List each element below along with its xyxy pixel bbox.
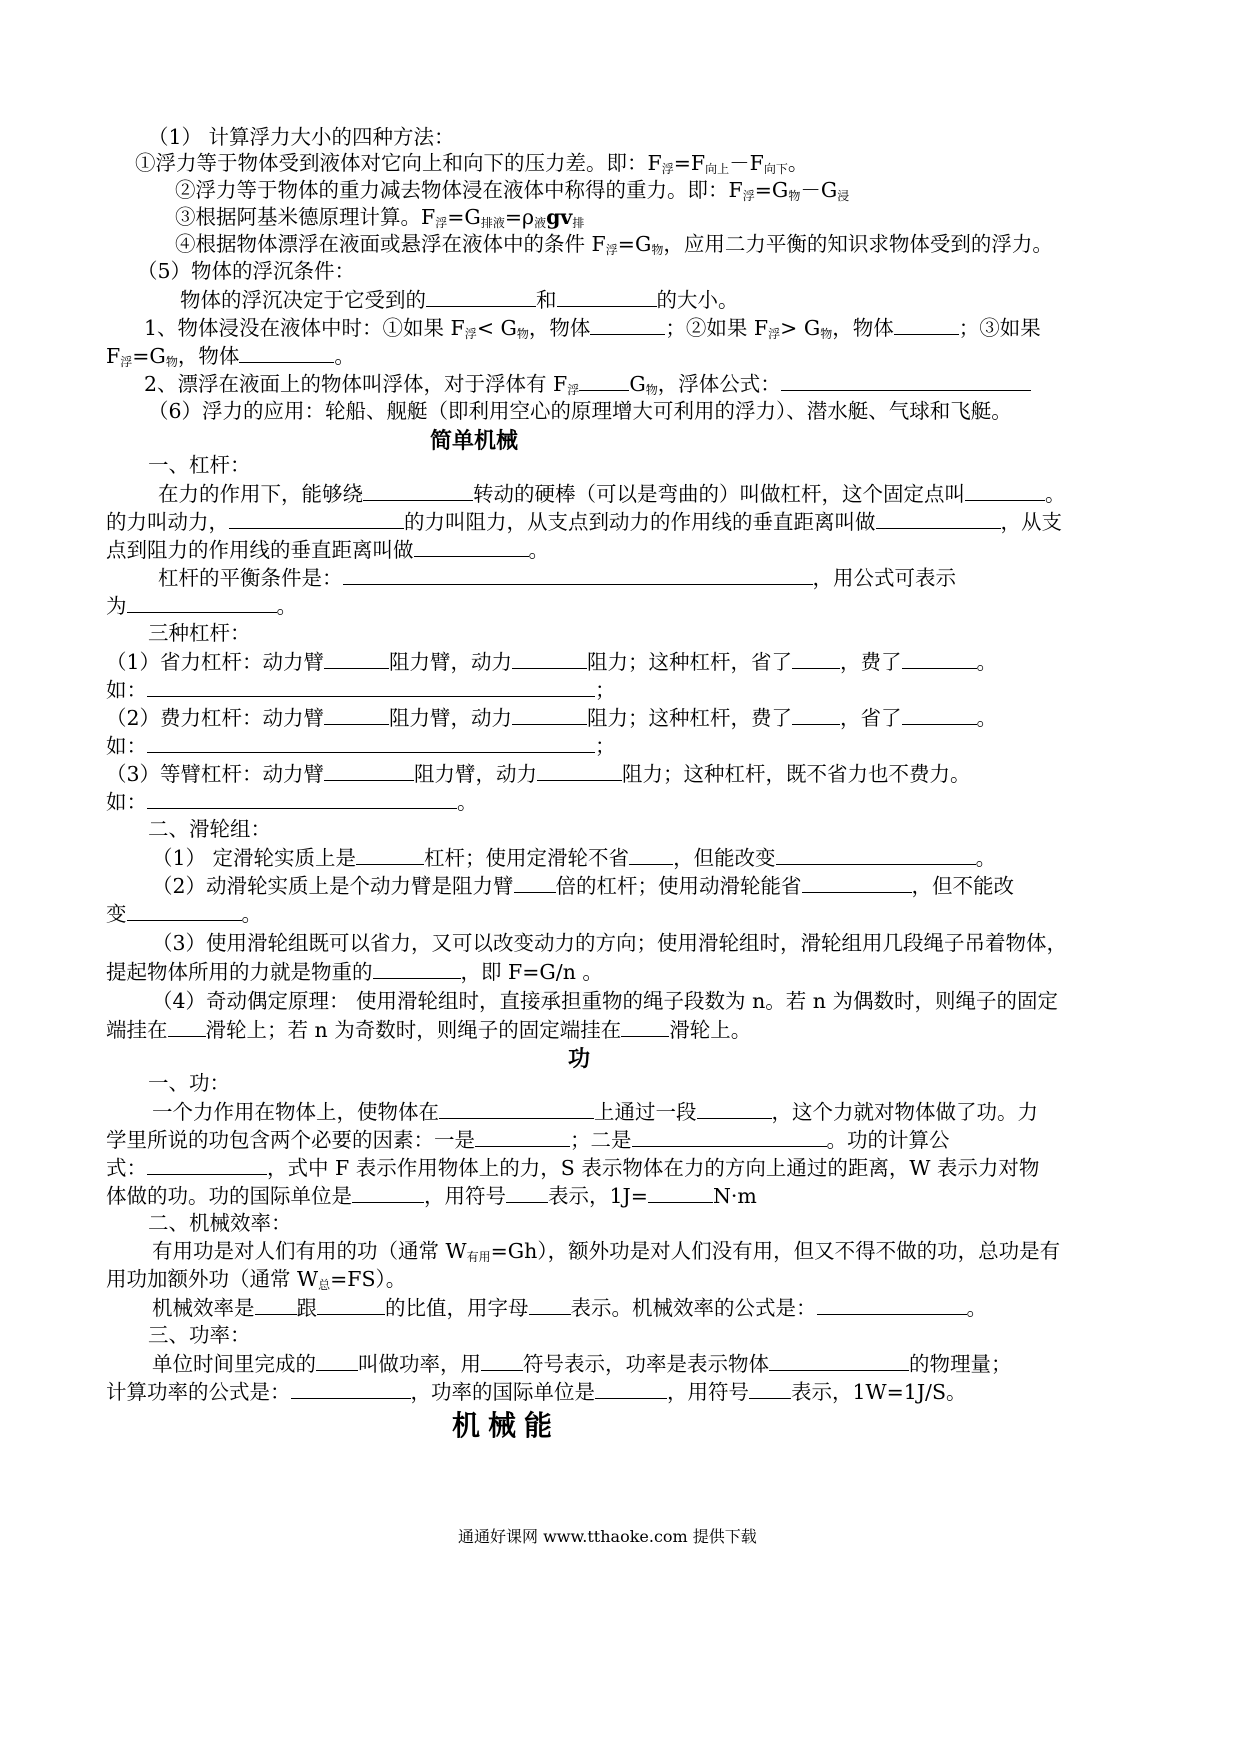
- power-heading: 三、功率：: [148, 1323, 251, 1347]
- blank[interactable]: [324, 648, 389, 669]
- blank[interactable]: [324, 760, 414, 781]
- blank[interactable]: [902, 648, 977, 669]
- blank[interactable]: [147, 1154, 267, 1175]
- blank[interactable]: [512, 704, 587, 725]
- blank[interactable]: [373, 958, 461, 979]
- method-4: ④根据物体漂浮在液面或悬浮在液体中的条件 F浮=G物，应用二力平衡的知识求物体受到的浮力。: [175, 232, 1053, 257]
- blank[interactable]: [514, 872, 556, 893]
- float-sink-line-2: 1、物体浸没在液体中时：①如果 F浮< G物，物体 ；②如果 F浮> G物，物体 ；③如果: [144, 316, 1041, 341]
- blank[interactable]: [749, 1378, 791, 1399]
- blank[interactable]: [439, 1098, 594, 1119]
- buoyancy-applications: （6）浮力的应用：轮船、舰艇（即利用空心的原理增大可利用的浮力）、潜水艇、气球和飞艇。: [148, 399, 1012, 423]
- blank[interactable]: [781, 370, 1031, 391]
- float-sink-line-3: F浮=G物，物体 。: [106, 344, 355, 369]
- lever-line-2: 的力叫动力， 的力叫阻力，从支点到动力的作用线的垂直距离叫做 ，从支: [106, 510, 1062, 534]
- work-line-2: 学里所说的功包含两个必要的因素：一是 ；二是 。功的计算公: [106, 1128, 950, 1152]
- blank[interactable]: [324, 704, 389, 725]
- blank[interactable]: [475, 1126, 570, 1147]
- blank[interactable]: [648, 1182, 713, 1203]
- blank[interactable]: [769, 1350, 909, 1371]
- footer-source: 通通好课网 www.tthaoke.com 提供下载: [458, 1527, 757, 1546]
- lever-type-1-example: 如： ；: [106, 678, 616, 702]
- blank[interactable]: [506, 1182, 548, 1203]
- method-2: ②浮力等于物体的重力减去物体浸在液体中称得的重力。即：F浮=G物－G浸: [175, 178, 850, 203]
- pulley-line-1: （1） 定滑轮实质上是 杠杆；使用定滑轮不省 ，但能改变 。: [152, 846, 997, 870]
- blank[interactable]: [426, 286, 536, 307]
- blank[interactable]: [894, 314, 959, 335]
- efficiency-line-1: 有用功是对人们有用的功（通常 W有用=Gh），额外功是对人们没有用，但又不得不做的功，总功是有: [152, 1239, 1061, 1264]
- efficiency-line-3: 机械效率是 跟 的比值，用字母 表示。机械效率的公式是： 。: [152, 1296, 987, 1320]
- blank[interactable]: [697, 1098, 772, 1119]
- lever-type-3: （3）等臂杠杆：动力臂 阻力臂，动力 阻力；这种杠杆，既不省力也不费力。: [106, 762, 971, 786]
- lever-type-1: （1）省力杠杆：动力臂 阻力臂，动力 阻力；这种杠杆，省了 ，费了 。: [106, 650, 998, 674]
- work-title: 功: [568, 1046, 591, 1072]
- pulley-line-2-cont: 变 。: [106, 902, 262, 926]
- lever-line-1: 在力的作用下，能够绕 转动的硬棒（可以是弯曲的）叫做杠杆，这个固定点叫 。: [158, 482, 1066, 506]
- work-line-3: 式： ，式中 F 表示作用物体上的力，S 表示物体在力的方向上通过的距离，W 表示力对物: [106, 1156, 1040, 1180]
- blank[interactable]: [629, 844, 673, 865]
- blank[interactable]: [965, 480, 1045, 501]
- pulley-line-4-cont: 端挂在 滑轮上；若 n 为奇数时，则绳子的固定端挂在 滑轮上。: [106, 1018, 752, 1042]
- blank[interactable]: [168, 1016, 206, 1037]
- blank[interactable]: [414, 536, 529, 557]
- blank[interactable]: [902, 704, 977, 725]
- blank[interactable]: [127, 900, 242, 921]
- pulley-line-2: （2）动滑轮实质上是个动力臂是阻力臂 倍的杠杆；使用动滑轮能省 ，但不能改: [152, 874, 1015, 898]
- blank[interactable]: [317, 1294, 385, 1315]
- efficiency-line-2: 用功加额外功（通常 W总=FS）。: [106, 1267, 407, 1292]
- blank[interactable]: [557, 286, 657, 307]
- float-sink-line-1: 物体的浮沉决定于它受到的 和 的大小。: [180, 288, 739, 312]
- lever-type-2: （2）费力杠杆：动力臂 阻力臂，动力 阻力；这种杠杆，费了 ，省了 。: [106, 706, 998, 730]
- float-sink-line-4: 2、漂浮在液面上的物体叫浮体，对于浮体有 F浮 G物，浮体公式：: [144, 370, 1031, 400]
- efficiency-heading: 二、机械效率：: [148, 1211, 292, 1235]
- blank[interactable]: [363, 480, 473, 501]
- pulley-heading: 二、滑轮组：: [148, 817, 271, 841]
- blank[interactable]: [255, 1294, 297, 1315]
- blank[interactable]: [579, 370, 629, 391]
- blank[interactable]: [481, 1350, 523, 1371]
- pulley-line-3: （3）使用滑轮组既可以省力，又可以改变动力的方向；使用滑轮组时，滑轮组用几段绳子吊着物体，: [152, 931, 1068, 955]
- lever-balance-line-1: 杠杆的平衡条件是： ，用公式可表示: [158, 566, 956, 590]
- blank[interactable]: [512, 648, 587, 669]
- blank[interactable]: [291, 1378, 411, 1399]
- blank[interactable]: [147, 676, 595, 697]
- blank[interactable]: [239, 342, 334, 363]
- buoyancy-methods-heading: （1） 计算浮力大小的四种方法：: [148, 125, 455, 149]
- blank[interactable]: [595, 1378, 667, 1399]
- blank[interactable]: [529, 1294, 571, 1315]
- three-levers-heading: 三种杠杆：: [148, 621, 251, 645]
- blank[interactable]: [537, 760, 622, 781]
- lever-type-3-example: 如： 。: [106, 790, 478, 814]
- blank[interactable]: [316, 1350, 358, 1371]
- method-1: ①浮力等于物体受到液体对它向上和向下的压力差。即：F浮=F向上－F向下。: [135, 151, 809, 176]
- blank[interactable]: [147, 732, 595, 753]
- lever-balance-line-2: 为 。: [106, 594, 297, 618]
- blank[interactable]: [621, 1016, 669, 1037]
- lever-heading: 一、杠杆：: [148, 453, 251, 477]
- mechanical-energy-title: 机械能: [452, 1409, 561, 1442]
- power-line-1: 单位时间里完成的 叫做功率，用 符号表示，功率是表示物体 的物理量；: [152, 1352, 1012, 1376]
- blank[interactable]: [352, 1182, 424, 1203]
- pulley-line-4: （4）奇动偶定原理： 使用滑轮组时，直接承担重物的绳子段数为 n。若 n 为偶数时，则绳子的固定: [152, 989, 1059, 1013]
- method-3: ③根据阿基米德原理计算。F浮=G排液=ρ液gv排: [175, 205, 585, 230]
- simple-machines-title: 简单机械: [430, 428, 519, 454]
- blank[interactable]: [776, 844, 976, 865]
- blank[interactable]: [343, 564, 813, 585]
- blank[interactable]: [876, 508, 1001, 529]
- float-sink-heading: （5）物体的浮沉条件：: [137, 259, 356, 283]
- blank[interactable]: [792, 704, 840, 725]
- pulley-line-3-cont: 提起物体所用的力就是物重的 ，即 F=G/n 。: [106, 960, 603, 984]
- blank[interactable]: [632, 1126, 827, 1147]
- blank[interactable]: [356, 844, 424, 865]
- blank[interactable]: [817, 1294, 967, 1315]
- blank[interactable]: [127, 592, 277, 613]
- lever-type-2-example: 如： ；: [106, 734, 616, 758]
- work-line-4: 体做的功。功的国际单位是 ，用符号 表示，1J= N·m: [106, 1184, 757, 1208]
- blank[interactable]: [590, 314, 665, 335]
- work-heading: 一、功：: [148, 1071, 230, 1095]
- blank[interactable]: [792, 648, 840, 669]
- lever-line-3: 点到阻力的作用线的垂直距离叫做 。: [106, 538, 549, 562]
- power-line-2: 计算功率的公式是： ，功率的国际单位是 ，用符号 表示，1W=1J/S。: [106, 1380, 967, 1404]
- blank[interactable]: [147, 788, 457, 809]
- blank[interactable]: [802, 872, 912, 893]
- blank[interactable]: [229, 508, 404, 529]
- work-line-1: 一个力作用在物体上，使物体在 上通过一段 ，这个力就对物体做了功。力: [152, 1100, 1038, 1124]
